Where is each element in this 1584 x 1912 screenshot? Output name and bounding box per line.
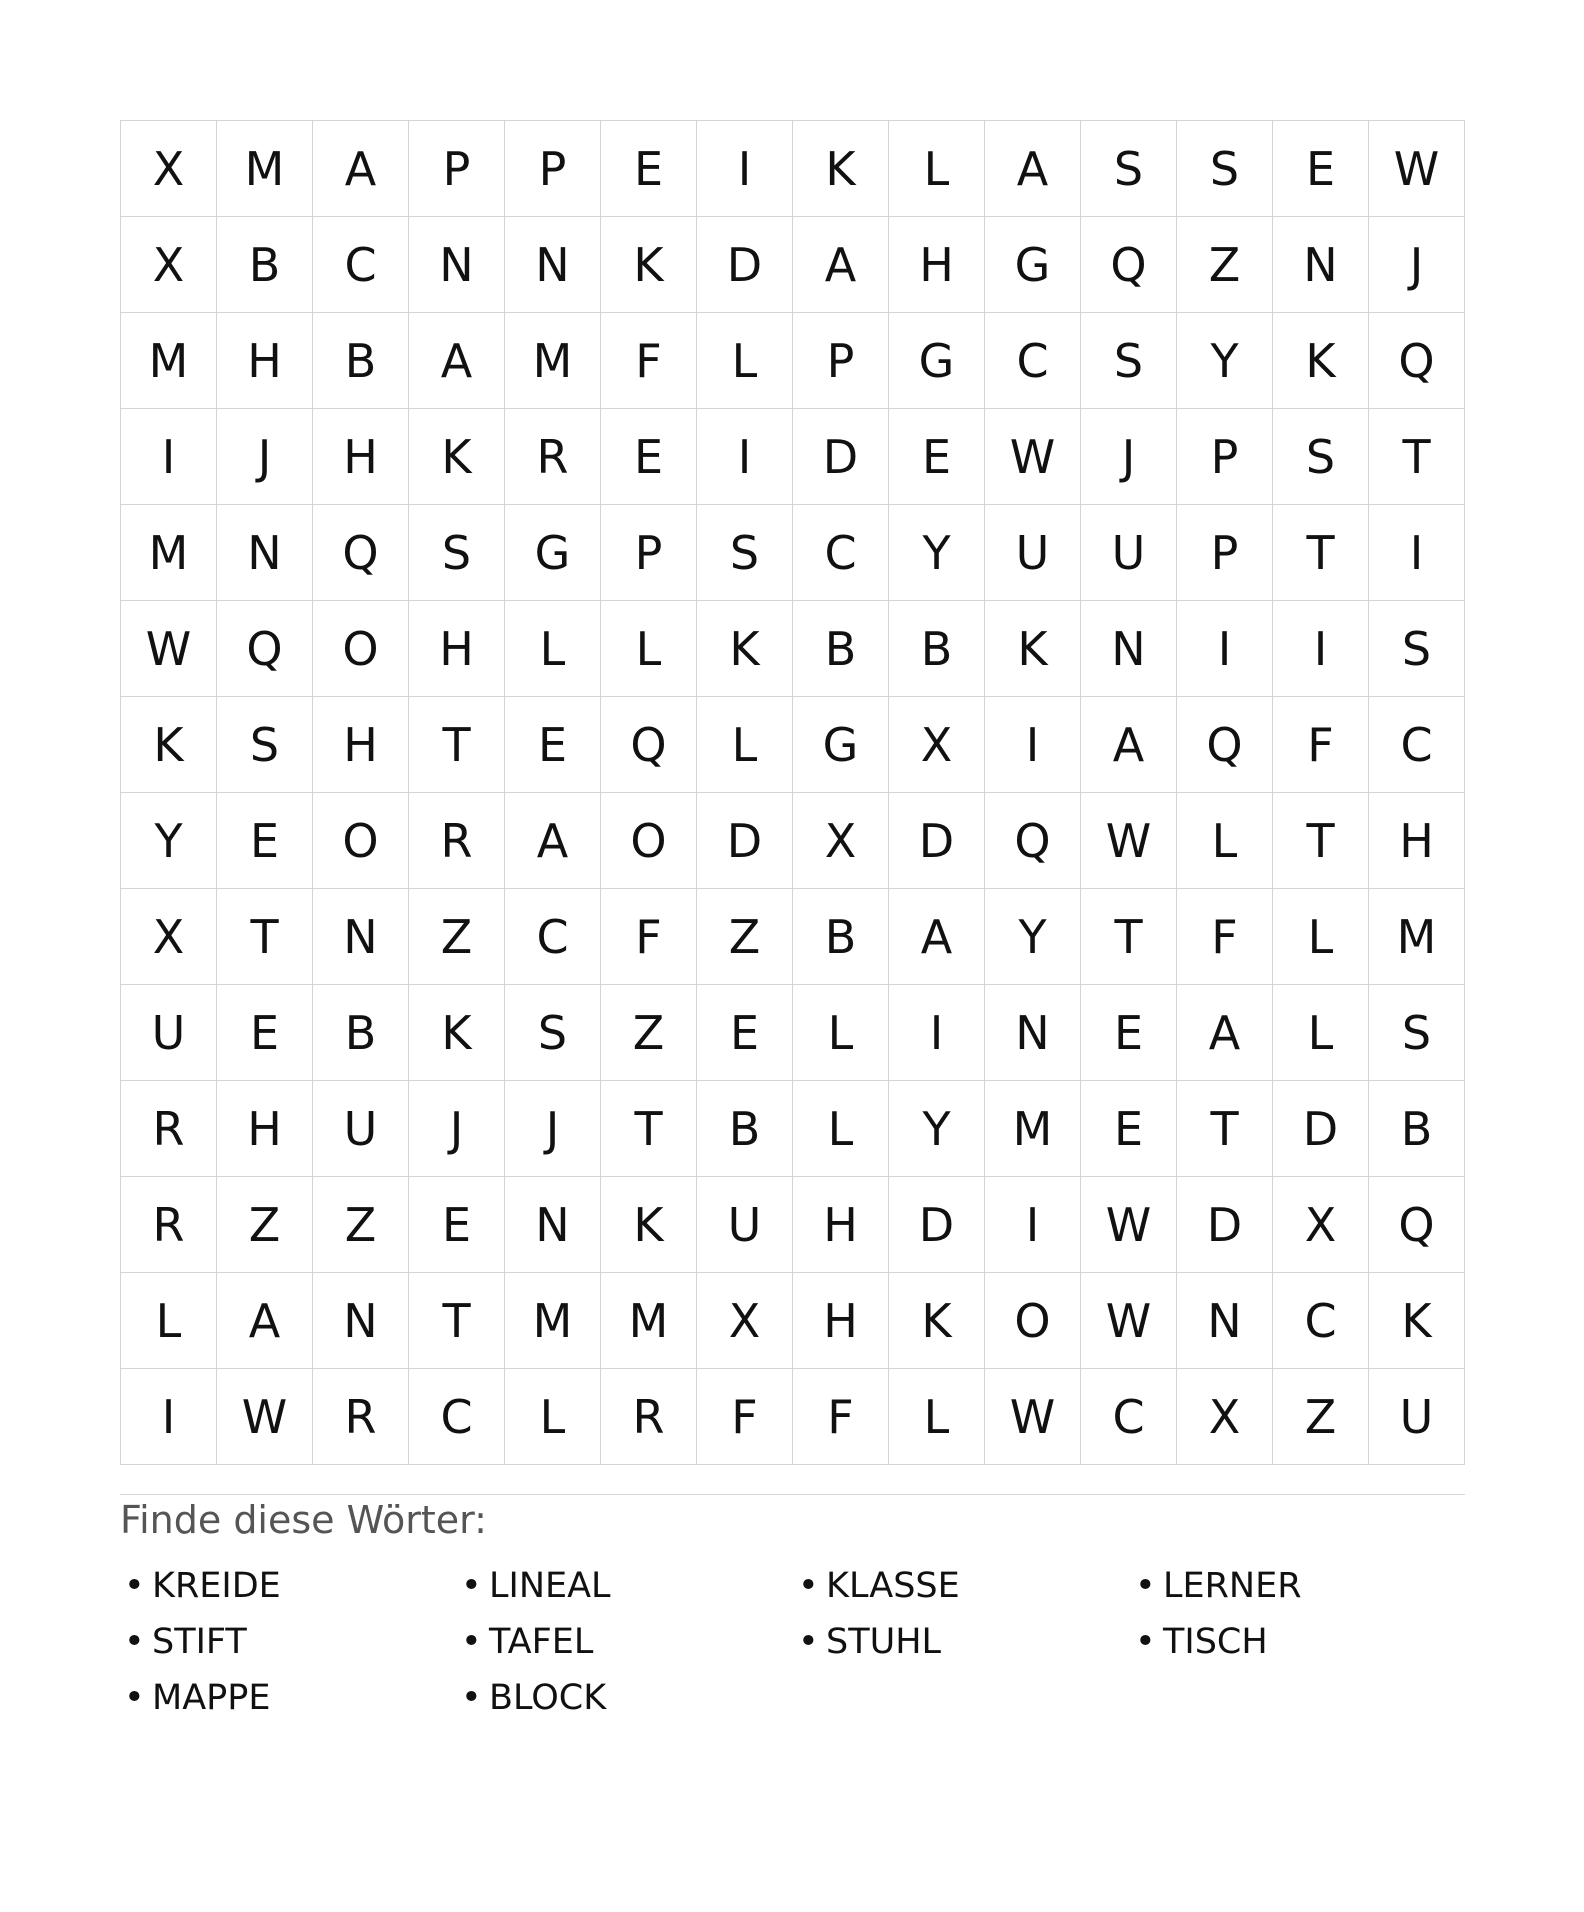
grid-cell[interactable]: B [793,889,889,985]
grid-cell[interactable]: I [1369,505,1465,601]
word-label: MAPPE [152,1678,271,1718]
grid-cell[interactable]: B [313,313,409,409]
grid-cell[interactable]: M [121,505,217,601]
grid-cell[interactable]: L [121,1273,217,1369]
grid-cell[interactable]: L [793,1081,889,1177]
word-label: STUHL [826,1622,942,1662]
grid-cell[interactable]: D [1273,1081,1369,1177]
grid-cell[interactable]: M [217,121,313,217]
grid-cell[interactable]: I [121,409,217,505]
grid-cell[interactable]: M [505,1273,601,1369]
grid-cell[interactable]: P [1177,505,1273,601]
grid-cell[interactable]: A [505,793,601,889]
word-label: STIFT [152,1622,247,1662]
grid-cell[interactable]: H [409,601,505,697]
letter-grid [120,120,1465,1465]
grid-cell[interactable]: L [1177,793,1273,889]
grid-cell[interactable]: S [1369,985,1465,1081]
grid-cell[interactable]: N [505,1177,601,1273]
grid-cell[interactable]: M [1369,889,1465,985]
grid-cell[interactable]: X [793,793,889,889]
grid-cell[interactable]: T [217,889,313,985]
grid-cell[interactable]: L [697,313,793,409]
grid-cell[interactable]: M [505,313,601,409]
grid-cell[interactable]: G [793,697,889,793]
grid-cell[interactable]: D [697,217,793,313]
grid-cell[interactable]: T [1273,505,1369,601]
grid-cell[interactable]: K [889,1273,985,1369]
grid-cell[interactable]: E [217,985,313,1081]
grid-cell[interactable]: F [1273,697,1369,793]
grid-cell[interactable]: I [985,1177,1081,1273]
grid-cell[interactable]: D [1177,1177,1273,1273]
grid-cell[interactable]: T [1273,793,1369,889]
grid-cell[interactable]: B [793,601,889,697]
grid-cell[interactable]: Q [985,793,1081,889]
word-list-item [120,1558,457,1614]
word-list [120,1558,1468,1726]
grid-cell[interactable]: E [601,409,697,505]
grid-cell[interactable]: S [217,697,313,793]
grid-cell[interactable]: R [601,1369,697,1465]
grid-cell[interactable]: H [793,1273,889,1369]
grid-cell[interactable]: E [1081,1081,1177,1177]
grid-cell[interactable]: G [889,313,985,409]
grid-cell[interactable]: K [601,217,697,313]
grid-cell[interactable]: L [889,121,985,217]
grid-cell[interactable]: S [1177,121,1273,217]
grid-cell[interactable]: B [217,217,313,313]
grid-cell[interactable]: L [601,601,697,697]
grid-cell[interactable]: A [889,889,985,985]
grid-cell[interactable]: J [1081,409,1177,505]
grid-cell[interactable]: K [1273,313,1369,409]
grid-cell[interactable]: N [1177,1273,1273,1369]
grid-cell[interactable]: H [1369,793,1465,889]
grid-cell[interactable]: Y [121,793,217,889]
grid-cell[interactable]: D [793,409,889,505]
grid-cell[interactable]: B [889,601,985,697]
grid-cell[interactable]: A [217,1273,313,1369]
grid-cell[interactable]: T [1369,409,1465,505]
grid-cell[interactable]: I [697,409,793,505]
word-list-item [794,1614,1131,1670]
grid-cell[interactable]: E [697,985,793,1081]
grid-cell[interactable]: Y [985,889,1081,985]
grid-cell[interactable]: P [601,505,697,601]
grid-cell[interactable]: P [409,121,505,217]
grid-cell[interactable]: Q [1369,313,1465,409]
bullet-icon: • [798,1566,819,1606]
grid-cell[interactable]: Y [889,505,985,601]
grid-cell[interactable]: Q [1369,1177,1465,1273]
word-label: TAFEL [489,1622,594,1662]
grid-cell[interactable]: E [889,409,985,505]
grid-cell[interactable]: I [889,985,985,1081]
grid-cell[interactable]: T [601,1081,697,1177]
grid-cell[interactable]: Z [217,1177,313,1273]
bullet-icon: • [124,1622,145,1662]
grid-cell[interactable]: E [1273,121,1369,217]
grid-cell[interactable]: S [1081,121,1177,217]
grid-cell[interactable]: I [121,1369,217,1465]
grid-cell[interactable]: W [121,601,217,697]
grid-cell[interactable]: D [697,793,793,889]
grid-cell[interactable]: D [889,1177,985,1273]
word-list-item [120,1670,457,1726]
grid-cell[interactable]: A [409,313,505,409]
grid-cell[interactable]: E [217,793,313,889]
grid-cell[interactable]: A [793,217,889,313]
grid-cell[interactable]: Q [1177,697,1273,793]
grid-cell[interactable]: Z [1273,1369,1369,1465]
grid-cell[interactable]: G [505,505,601,601]
grid-cell[interactable]: X [697,1273,793,1369]
grid-cell[interactable]: B [697,1081,793,1177]
word-list-item [120,1614,457,1670]
grid-cell[interactable]: W [1081,793,1177,889]
grid-cell[interactable]: C [1273,1273,1369,1369]
grid-cell[interactable]: H [313,409,409,505]
grid-cell[interactable]: Z [409,889,505,985]
grid-cell[interactable]: X [889,697,985,793]
grid-cell[interactable]: S [697,505,793,601]
grid-cell[interactable]: O [985,1273,1081,1369]
grid-cell[interactable]: S [409,505,505,601]
grid-cell[interactable]: J [409,1081,505,1177]
grid-cell[interactable]: H [313,697,409,793]
grid-cell[interactable]: U [1081,505,1177,601]
grid-cell[interactable]: C [1081,1369,1177,1465]
grid-cell[interactable]: K [1369,1273,1465,1369]
word-label: LERNER [1163,1566,1302,1606]
grid-cell[interactable]: N [1273,217,1369,313]
grid-cell[interactable]: I [697,121,793,217]
grid-cell[interactable]: F [601,313,697,409]
grid-cell[interactable]: M [985,1081,1081,1177]
grid-cell[interactable]: I [985,697,1081,793]
grid-cell[interactable]: C [985,313,1081,409]
grid-cell[interactable]: Q [313,505,409,601]
grid-cell[interactable]: X [1273,1177,1369,1273]
grid-cell[interactable]: R [313,1369,409,1465]
grid-cell[interactable]: U [121,985,217,1081]
grid-cell[interactable]: X [1177,1369,1273,1465]
grid-cell[interactable]: N [505,217,601,313]
word-label: TISCH [1163,1622,1268,1662]
grid-cell[interactable]: W [985,1369,1081,1465]
divider [120,1494,1465,1495]
grid-cell[interactable]: E [601,121,697,217]
grid-cell[interactable]: H [889,217,985,313]
grid-cell[interactable]: B [313,985,409,1081]
word-label: KREIDE [152,1566,281,1606]
grid-cell[interactable]: M [121,313,217,409]
grid-cell[interactable]: X [121,889,217,985]
grid-cell[interactable]: A [985,121,1081,217]
word-list-item [1131,1558,1468,1614]
grid-cell[interactable]: C [793,505,889,601]
grid-cell[interactable]: N [217,505,313,601]
grid-cell[interactable]: A [313,121,409,217]
grid-cell[interactable]: I [1273,601,1369,697]
grid-cell[interactable]: U [697,1177,793,1273]
word-list-item [794,1558,1131,1614]
word-label: BLOCK [489,1678,607,1718]
grid-cell[interactable]: Z [697,889,793,985]
grid-cell[interactable]: C [1369,697,1465,793]
grid-cell[interactable]: O [601,793,697,889]
word-label: KLASSE [826,1566,960,1606]
grid-cell[interactable]: K [793,121,889,217]
grid-cell[interactable]: R [409,793,505,889]
grid-cell[interactable]: L [1273,985,1369,1081]
grid-cell[interactable]: U [313,1081,409,1177]
grid-cell[interactable]: K [409,409,505,505]
grid-cell[interactable]: L [793,985,889,1081]
grid-cell[interactable]: O [313,601,409,697]
bullet-icon: • [124,1566,145,1606]
grid-cell[interactable]: Y [889,1081,985,1177]
grid-cell[interactable]: N [985,985,1081,1081]
grid-cell[interactable]: M [601,1273,697,1369]
grid-cell[interactable]: X [121,217,217,313]
grid-cell[interactable]: U [1369,1369,1465,1465]
grid-cell[interactable]: L [697,697,793,793]
word-list-item [457,1670,794,1726]
grid-cell[interactable]: B [1369,1081,1465,1177]
grid-cell[interactable]: Y [1177,313,1273,409]
grid-cell[interactable]: R [505,409,601,505]
bullet-icon: • [1135,1622,1156,1662]
bullet-icon: • [124,1678,145,1718]
grid-cell[interactable]: H [217,1081,313,1177]
bullet-icon: • [461,1678,482,1718]
grid-cell[interactable]: W [985,409,1081,505]
grid-cell[interactable]: Z [313,1177,409,1273]
grid-cell[interactable]: Q [601,697,697,793]
grid-cell[interactable]: N [409,217,505,313]
grid-cell[interactable]: C [313,217,409,313]
word-list-title: Finde diese Wörter: [120,1498,487,1542]
grid-cell[interactable]: Q [217,601,313,697]
grid-cell[interactable]: J [217,409,313,505]
grid-cell[interactable]: N [1081,601,1177,697]
grid-cell[interactable]: E [1081,985,1177,1081]
grid-cell[interactable]: W [1081,1273,1177,1369]
grid-cell[interactable]: E [409,1177,505,1273]
grid-cell[interactable]: U [985,505,1081,601]
grid-cell[interactable]: A [1177,985,1273,1081]
grid-cell[interactable]: W [1369,121,1465,217]
grid-cell[interactable]: T [1081,889,1177,985]
grid-cell[interactable]: F [697,1369,793,1465]
grid-cell[interactable]: J [505,1081,601,1177]
grid-cell[interactable]: K [985,601,1081,697]
grid-cell[interactable]: W [217,1369,313,1465]
grid-cell[interactable]: K [601,1177,697,1273]
grid-cell[interactable]: S [1369,601,1465,697]
grid-cell[interactable]: A [1081,697,1177,793]
bullet-icon: • [461,1566,482,1606]
grid-cell[interactable]: W [1081,1177,1177,1273]
grid-cell[interactable]: I [1177,601,1273,697]
grid-cell[interactable]: D [889,793,985,889]
grid-cell[interactable]: F [793,1369,889,1465]
grid-cell[interactable]: S [1081,313,1177,409]
grid-cell[interactable]: N [313,889,409,985]
grid-cell[interactable]: Z [1177,217,1273,313]
grid-cell[interactable]: K [409,985,505,1081]
grid-cell[interactable]: R [121,1177,217,1273]
grid-cell[interactable]: C [409,1369,505,1465]
grid-cell[interactable]: L [889,1369,985,1465]
grid-cell[interactable]: Q [1081,217,1177,313]
grid-cell[interactable]: K [121,697,217,793]
grid-cell[interactable]: N [313,1273,409,1369]
bullet-icon: • [798,1622,819,1662]
grid-cell[interactable]: T [409,697,505,793]
grid-cell[interactable]: H [217,313,313,409]
word-list-item [1131,1614,1468,1670]
grid-cell[interactable]: G [985,217,1081,313]
grid-cell[interactable]: H [793,1177,889,1273]
grid-cell[interactable]: F [601,889,697,985]
grid-cell[interactable]: Z [601,985,697,1081]
grid-cell[interactable]: F [1177,889,1273,985]
word-label: LINEAL [489,1566,611,1606]
grid-cell[interactable]: O [313,793,409,889]
grid-cell[interactable]: S [1273,409,1369,505]
grid-cell[interactable]: E [505,697,601,793]
grid-cell[interactable]: J [1369,217,1465,313]
bullet-icon: • [461,1622,482,1662]
bullet-icon: • [1135,1566,1156,1606]
grid-cell[interactable]: R [121,1081,217,1177]
word-list-item [457,1558,794,1614]
grid-cell[interactable]: T [1177,1081,1273,1177]
grid-cell[interactable]: C [505,889,601,985]
grid-cell[interactable]: L [505,601,601,697]
grid-cell[interactable]: P [793,313,889,409]
grid-cell[interactable]: L [1273,889,1369,985]
grid-cell[interactable]: T [409,1273,505,1369]
grid-cell[interactable]: P [505,121,601,217]
word-list-item [457,1614,794,1670]
grid-cell[interactable]: L [505,1369,601,1465]
grid-cell[interactable]: K [697,601,793,697]
grid-cell[interactable]: X [121,121,217,217]
grid-cell[interactable]: P [1177,409,1273,505]
grid-cell[interactable]: S [505,985,601,1081]
